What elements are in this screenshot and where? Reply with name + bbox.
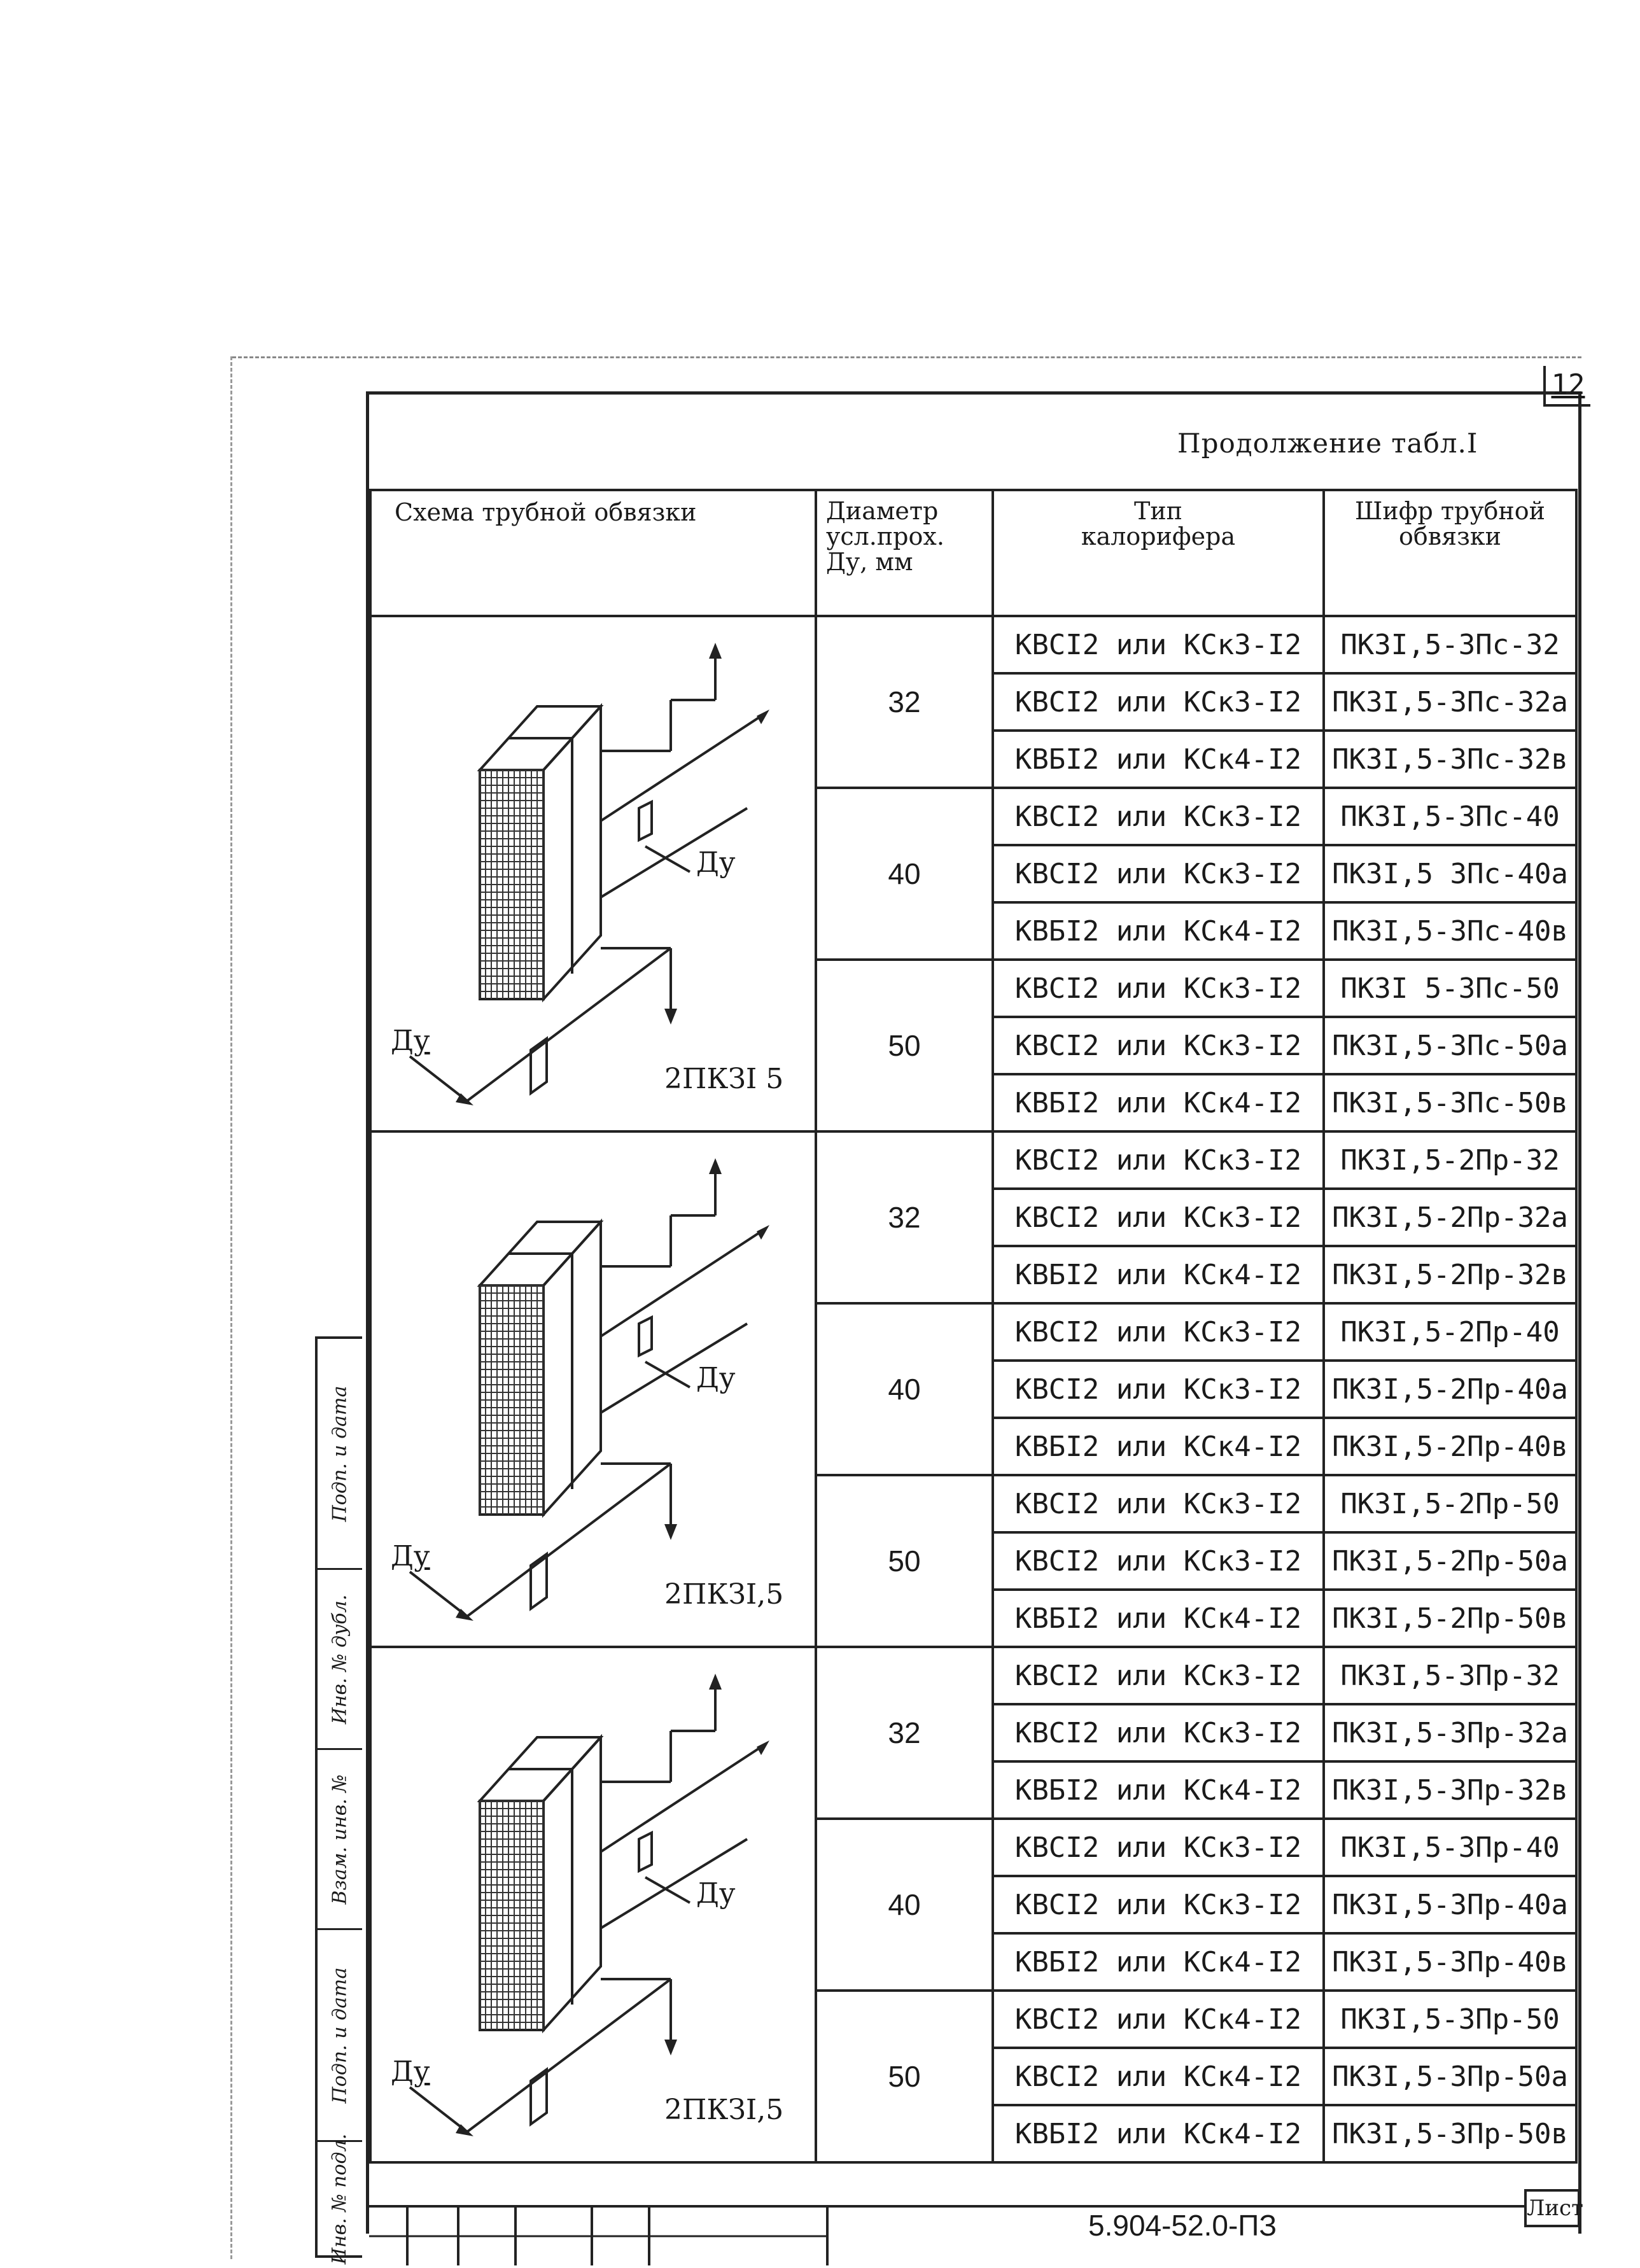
heater-type-cell: КВСI2 или КСк3-I2 [993, 1131, 1324, 1189]
header-heater-type: Тип калорифера [993, 490, 1324, 616]
binding-code-cell: ПКЗI,5-2Пр-32а [1324, 1189, 1576, 1246]
scheme-drawing [372, 1133, 817, 1655]
stamp-replace-inv: Взам. инв. № [318, 1750, 362, 1930]
outer-border-top [232, 356, 1581, 358]
binding-code-cell: ПКЗI,5-3Пр-40в [1324, 1933, 1576, 1991]
diameter-cell: 32 [816, 1647, 993, 1819]
binding-code-cell: ПКЗI,5-3Пс-50в [1324, 1074, 1576, 1131]
du-label-bottom: Ду [391, 1540, 430, 1572]
sheet-number: 12 [1543, 366, 1590, 407]
diameter-cell: 40 [816, 1303, 993, 1475]
table-header-row [370, 490, 1576, 616]
pipe-binding-table [369, 489, 1578, 2164]
heater-type-cell: КВСI2 или КСк3-I2 [993, 673, 1324, 731]
heater-type-cell: КВБI2 или КСк4-I2 [993, 1418, 1324, 1475]
document-number: 5.904-52.0-ПЗ [1088, 2209, 1277, 2242]
diameter-cell: 40 [816, 788, 993, 960]
heater-type-cell: КВСI2 или КСк3-I2 [993, 1647, 1324, 1704]
binding-code-cell: ПКЗI,5-2Пр-50 [1324, 1475, 1576, 1532]
diameter-cell: 32 [816, 1131, 993, 1303]
title-block-strip [369, 2205, 1575, 2265]
heater-type-cell: КВСI2 или КСк3-I2 [993, 1189, 1324, 1246]
scheme-label: 2ПКЗI 5 [664, 1063, 784, 1095]
binding-code-cell: ПКЗI,5-3Пс-40 [1324, 788, 1576, 845]
binding-code-cell: ПКЗI,5-2Пр-32в [1324, 1246, 1576, 1303]
heater-type-cell: КВСI2 или КСк3-I2 [993, 1361, 1324, 1418]
binding-code-cell: ПКЗI,5-3Пр-32в [1324, 1761, 1576, 1819]
binding-code-cell: ПКЗI,5-3Пр-50а [1324, 2048, 1576, 2105]
binding-code-cell: ПКЗI,5-3Пр-50 [1324, 1991, 1576, 2048]
du-label-top: Ду [696, 846, 736, 879]
heater-type-cell: КВСI2 или КСк3-I2 [993, 1876, 1324, 1933]
scheme-cell [370, 616, 816, 1131]
du-label-top: Ду [696, 1877, 736, 1910]
header-binding-code: Шифр трубной обвязки [1324, 490, 1576, 616]
heater-type-cell: КВБI2 или КСк4-I2 [993, 1933, 1324, 1991]
sheet-label: Лист [1524, 2189, 1580, 2227]
binding-code-cell: ПКЗI,5 3Пс-40а [1324, 845, 1576, 902]
diameter-cell: 50 [816, 960, 993, 1131]
header-diameter: Диаметр усл.прох. Ду, мм [816, 490, 993, 616]
heater-type-cell: КВСI2 или КСк3-I2 [993, 1475, 1324, 1532]
binding-code-cell: ПКЗI,5-3Пс-50а [1324, 1017, 1576, 1074]
binding-code-cell: ПКЗI,5-3Пр-40а [1324, 1876, 1576, 1933]
stamp-sign-date-1: Подп. и дата [318, 1339, 362, 1570]
heater-type-cell: КВСI2 или КСк3-I2 [993, 788, 1324, 845]
title-block-grid [369, 2208, 1575, 2265]
heater-type-cell: КВСI2 или КСк4-I2 [993, 1991, 1324, 2048]
binding-code-cell: ПКЗI,5-3Пр-50в [1324, 2105, 1576, 2162]
heater-type-cell: КВБI2 или КСк4-I2 [993, 1074, 1324, 1131]
heater-type-cell: КВБI2 или КСк4-I2 [993, 902, 1324, 960]
heater-type-cell: КВСI2 или КСк3-I2 [993, 960, 1324, 1017]
heater-type-cell: КВСI2 или КСк3-I2 [993, 1532, 1324, 1590]
binding-code-cell: ПКЗI,5-3Пр-40 [1324, 1819, 1576, 1876]
table-caption: Продолжение табл.I [1177, 428, 1478, 459]
heater-type-cell: КВБI2 или КСк4-I2 [993, 1246, 1324, 1303]
outer-border-left [230, 356, 232, 2259]
heater-type-cell: КВБI2 или КСк4-I2 [993, 1761, 1324, 1819]
heater-type-cell: КВСI2 или КСк3-I2 [993, 616, 1324, 673]
diameter-cell: 50 [816, 1475, 993, 1647]
heater-type-cell: КВБI2 или КСк4-I2 [993, 731, 1324, 788]
binding-code-cell: ПКЗI,5-2Пр-40 [1324, 1303, 1576, 1361]
binding-code-cell: ПКЗI 5-3Пс-50 [1324, 960, 1576, 1017]
du-label-bottom: Ду [391, 1025, 430, 1057]
table-row [370, 616, 1576, 673]
stamp-orig-inv: Инв. № подл. [328, 2133, 351, 2264]
du-label-top: Ду [696, 1362, 736, 1394]
heater-type-cell: КВСI2 или КСк3-I2 [993, 1303, 1324, 1361]
binding-stamp [315, 1336, 362, 2264]
heater-type-cell: КВСI2 или КСк3-I2 [993, 845, 1324, 902]
diameter-cell: 40 [816, 1819, 993, 1991]
binding-code-cell: ПКЗI,5-2Пр-50в [1324, 1590, 1576, 1647]
binding-code-cell: ПКЗI,5-3Пс-32 [1324, 616, 1576, 673]
heater-type-cell: КВСI2 или КСк3-I2 [993, 1704, 1324, 1761]
binding-code-cell: ПКЗI,5-3Пс-32а [1324, 673, 1576, 731]
heater-type-cell: КВСI2 или КСк3-I2 [993, 1819, 1324, 1876]
scheme-cell [370, 1131, 816, 1647]
binding-code-cell: ПКЗI,5-3Пс-32в [1324, 731, 1576, 788]
binding-code-cell: ПКЗI,5-3Пс-40в [1324, 902, 1576, 960]
binding-code-cell: ПКЗI,5-2Пр-40в [1324, 1418, 1576, 1475]
scheme-drawing [372, 1648, 817, 2170]
binding-code-cell: ПКЗI,5-2Пр-40а [1324, 1361, 1576, 1418]
table-row [370, 1131, 1576, 1189]
diameter-cell: 50 [816, 1991, 993, 2162]
heater-type-cell: КВСI2 или КСк4-I2 [993, 2048, 1324, 2105]
heater-type-cell: КВБI2 или КСк4-I2 [993, 2105, 1324, 2162]
binding-code-cell: ПКЗI,5-3Пр-32 [1324, 1647, 1576, 1704]
scheme-cell [370, 1647, 816, 2162]
heater-type-cell: КВСI2 или КСк3-I2 [993, 1017, 1324, 1074]
stamp-dup-inv: Инв. № дубл. [318, 1570, 362, 1750]
scheme-drawing [372, 617, 817, 1139]
stamp-sign-date-2: Подп. и дата [318, 1930, 362, 2142]
heater-type-cell: КВБI2 или КСк4-I2 [993, 1590, 1324, 1647]
binding-code-cell: ПКЗI,5-2Пр-50а [1324, 1532, 1576, 1590]
du-label-bottom: Ду [391, 2055, 430, 2088]
table-row [370, 1647, 1576, 1704]
scheme-label: 2ПКЗI,5 [664, 1578, 784, 1611]
diameter-cell: 32 [816, 616, 993, 788]
scheme-label: 2ПКЗI,5 [664, 2094, 784, 2126]
header-scheme: Схема трубной обвязки [370, 490, 816, 616]
binding-code-cell: ПКЗI,5-2Пр-32 [1324, 1131, 1576, 1189]
binding-code-cell: ПКЗI,5-3Пр-32а [1324, 1704, 1576, 1761]
